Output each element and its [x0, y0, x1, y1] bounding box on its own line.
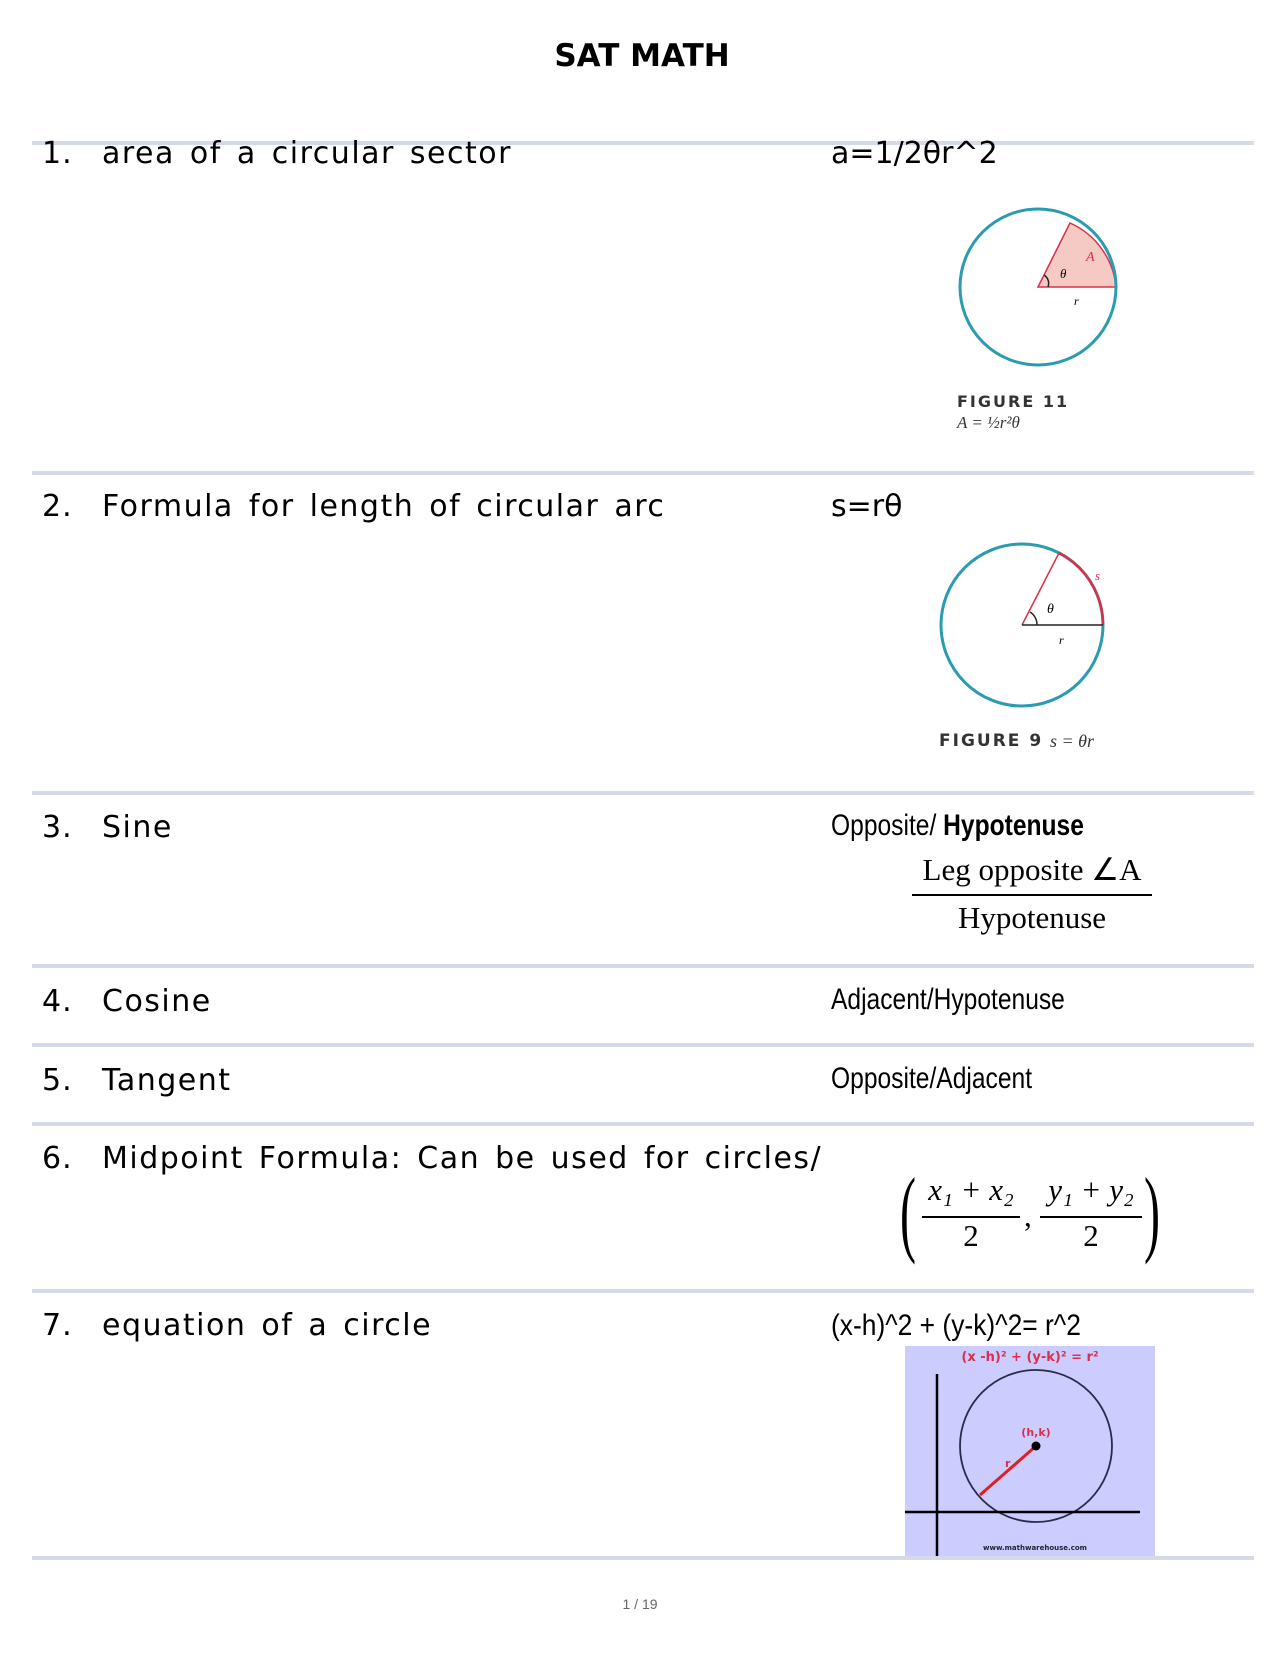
x-denominator: 2	[963, 1218, 979, 1253]
y-numerator: y₁ + y₂	[1048, 1172, 1134, 1207]
svg-text:A: A	[1086, 250, 1095, 265]
divider	[32, 1043, 1254, 1047]
divider	[32, 791, 1254, 795]
x-numerator: x₁ + x₂	[928, 1172, 1014, 1207]
fraction-numerator: Leg opposite ∠A	[922, 852, 1142, 887]
svg-text:r: r	[1059, 633, 1064, 647]
divider	[32, 471, 1254, 475]
item-label: equation of a circle	[102, 1308, 433, 1343]
page-title: SAT MATH	[554, 38, 730, 74]
arc-figure	[935, 540, 1115, 710]
item-number: 1.	[42, 136, 73, 171]
item-answer: Opposite/Adjacent	[831, 1062, 1033, 1095]
item-answer-bold: Hypotenuse	[943, 809, 1084, 842]
svg-text:(x -h)² + (y-k)² = r²: (x -h)² + (y-k)² = r²	[961, 1350, 1099, 1365]
item-number: 4.	[42, 984, 73, 1019]
divider	[32, 1556, 1254, 1560]
page-number: 1 / 19	[622, 1596, 658, 1612]
circle-equation-figure	[905, 1346, 1155, 1556]
divider	[32, 1289, 1254, 1293]
item-answer: Adjacent/Hypotenuse	[831, 983, 1065, 1016]
figure-formula: A = ½r²θ	[957, 413, 1020, 432]
svg-text:r: r	[1074, 294, 1079, 308]
item-number: 3.	[42, 810, 73, 845]
item-number: 6.	[42, 1141, 73, 1176]
item-answer: s=rθ	[831, 489, 903, 524]
item-answer: a=1/2θr^2	[831, 136, 998, 171]
item-number: 7.	[42, 1308, 73, 1343]
svg-text:s: s	[1095, 568, 1101, 583]
fraction-bar	[912, 894, 1152, 896]
item-label: Formula for length of circular arc	[102, 489, 666, 524]
y-denominator: 2	[1083, 1218, 1099, 1253]
svg-text:www.mathwarehouse.com: www.mathwarehouse.com	[983, 1544, 1087, 1552]
item-number: 2.	[42, 489, 73, 524]
midpoint-formula	[900, 1158, 1162, 1268]
sector-figure	[950, 205, 1130, 375]
item-label: Midpoint Formula: Can be used for circles/	[102, 1141, 823, 1176]
figure-formula: s = θr	[1050, 731, 1094, 751]
fraction-denominator: Hypotenuse	[957, 900, 1107, 935]
svg-text:θ: θ	[1060, 266, 1067, 281]
svg-text:θ: θ	[1047, 602, 1054, 617]
divider	[32, 964, 1254, 968]
item-label: area of a circular sector	[102, 136, 512, 171]
item-answer: Opposite/	[831, 809, 944, 842]
svg-text:(h,k): (h,k)	[1021, 1426, 1051, 1439]
svg-text:r: r	[1005, 1457, 1011, 1470]
right-paren: )	[1144, 1158, 1160, 1265]
comma: ,	[1024, 1198, 1032, 1233]
figure-caption: FIGURE 11	[957, 392, 1070, 411]
item-label: Cosine	[102, 984, 212, 1019]
item-label: Tangent	[102, 1063, 232, 1098]
item-label: Sine	[102, 810, 173, 845]
item-number: 5.	[42, 1063, 73, 1098]
left-paren: (	[900, 1158, 916, 1265]
divider	[32, 1122, 1254, 1126]
figure-caption: FIGURE 9	[939, 731, 1044, 751]
item-answer: (x-h)^2 + (y-k)^2= r^2	[831, 1309, 1081, 1342]
